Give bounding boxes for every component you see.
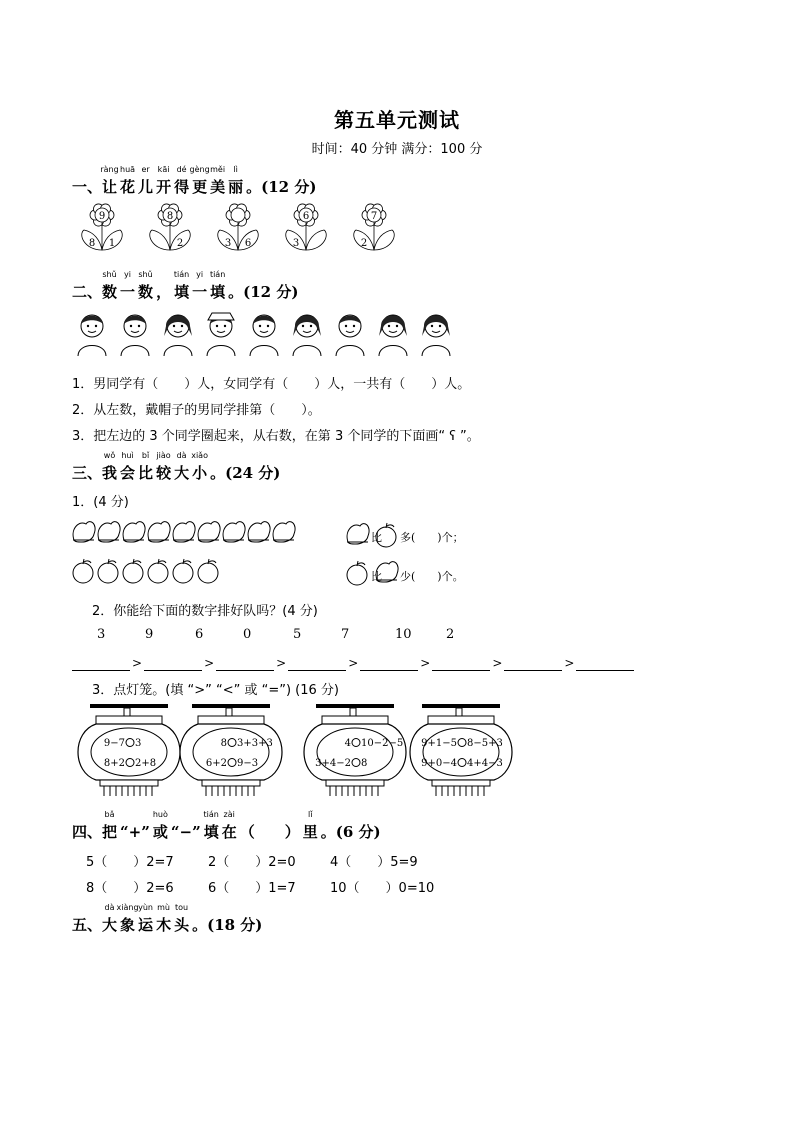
peach-outline	[223, 522, 245, 542]
apple-icon	[73, 559, 93, 583]
heading-char: 数 shǔ	[138, 270, 154, 301]
flower-left-number: 3	[292, 238, 300, 249]
heading-char: 开 kāi	[156, 165, 172, 196]
child-eye	[439, 325, 441, 327]
apple-icon	[123, 559, 143, 583]
peach-outline	[98, 522, 120, 542]
peach-icon	[198, 522, 220, 542]
child	[207, 313, 235, 356]
child-eye	[345, 325, 347, 327]
lantern-left-expr: 3+4−2	[315, 758, 351, 769]
pinyin: huā	[120, 165, 136, 174]
child	[164, 315, 192, 356]
flower-center	[231, 208, 245, 222]
section-5-heading: 五、大 dà 象 xiàng 运 yùn 木 mù 头 tou 。(18 分)	[72, 903, 263, 934]
apple-icon	[173, 559, 193, 583]
lantern-cap	[96, 716, 162, 724]
child-eye	[388, 325, 390, 327]
question-3-2: 2．你能给下面的数字排好队吗？(4 分)	[92, 604, 318, 619]
number-item: 3	[97, 627, 106, 642]
answer-blank[interactable]	[288, 658, 346, 671]
peach-outline	[273, 522, 295, 542]
apple-outline	[198, 563, 218, 583]
child	[336, 315, 364, 356]
greater-than-sign: >	[276, 656, 287, 670]
compare-less: 少( )个。	[400, 570, 464, 583]
child-body	[207, 346, 235, 357]
peach-outline	[148, 522, 170, 542]
equation-row-1	[86, 851, 418, 870]
heading-char: 我 wǒ	[102, 451, 118, 482]
peach-outline	[173, 522, 195, 542]
flower-left-number: 3	[224, 238, 232, 249]
apple-icon	[148, 559, 168, 583]
greater-than-sign: >	[492, 656, 503, 670]
question-3-1: 1．(4 分)	[72, 495, 129, 510]
number-item: 5	[293, 627, 302, 642]
lantern	[410, 704, 512, 796]
heading-char: 填 tián	[173, 270, 190, 301]
flower	[82, 204, 123, 250]
pinyin: zài	[223, 810, 235, 819]
pinyin: yi	[196, 270, 204, 279]
pinyin: ràng	[100, 165, 119, 174]
peach-icon	[223, 522, 245, 542]
compare-circle	[352, 739, 360, 747]
heading-char: 花 huā	[120, 165, 136, 196]
pinyin: lǐ	[308, 810, 313, 819]
pinyin: bǐ	[141, 451, 150, 460]
compare-circle	[352, 759, 360, 767]
child-eye	[310, 325, 312, 327]
heading-char: 里 lǐ	[302, 810, 318, 841]
heading-char: 更 gèng	[189, 165, 210, 196]
heading-char: 大 dà	[174, 451, 190, 482]
lantern-right-expr: 4+4−3	[467, 758, 503, 769]
child	[78, 315, 106, 356]
question-3-3: 3．点灯笼。(填 “>” “<” 或 “=”) (16 分)	[92, 683, 339, 698]
heading-char: 或 huò	[152, 810, 168, 841]
lanterns-figure	[72, 702, 542, 802]
peach-icon	[248, 522, 270, 542]
fruit-figure	[72, 516, 572, 590]
pinyin: wǒ	[103, 451, 116, 460]
apple-icon	[98, 559, 118, 583]
flower-right-number: 1	[108, 238, 116, 249]
heading-char: 运 yùn	[138, 903, 154, 934]
pinyin: gèng	[189, 165, 210, 174]
heading-char: 填 tián	[203, 810, 219, 841]
heading-char: 儿 er	[138, 165, 154, 196]
heading-char: “+”	[120, 823, 150, 841]
lantern-right-expr: 8−5+3	[467, 738, 503, 749]
peach-icon	[73, 522, 95, 542]
greater-than-sign: >	[204, 656, 215, 670]
pinyin: měi	[210, 165, 226, 174]
heading-char: 象 xiàng	[116, 903, 139, 934]
child-eye	[353, 325, 355, 327]
child-eye	[181, 325, 183, 327]
pinyin: kāi	[157, 165, 170, 174]
pinyin: tián	[203, 810, 219, 819]
lantern-base	[326, 780, 384, 786]
number-item: 6	[195, 627, 204, 642]
child-eye	[302, 325, 304, 327]
lantern-pole	[192, 704, 270, 708]
heading-char: 丽 lì	[228, 165, 244, 196]
compare-circle	[126, 739, 134, 747]
flowers-figure	[72, 204, 378, 256]
child-body	[422, 346, 450, 357]
child-body	[78, 346, 106, 357]
lantern-base	[202, 780, 260, 786]
equation: 2（ ）2=0	[208, 855, 296, 870]
question-2-2: 2．从左数，戴帽子的男同学排第（ ）。	[72, 403, 321, 418]
lantern-hook	[350, 708, 356, 716]
flower-top-number: 7	[370, 211, 378, 222]
lantern-hook	[456, 708, 462, 716]
ordering-blanks	[72, 652, 634, 671]
child-eye	[173, 325, 175, 327]
peach-icon	[173, 522, 195, 542]
flower-left-number: 2	[360, 238, 368, 249]
number-row	[0, 627, 794, 645]
flower	[150, 204, 191, 250]
heading-char: “−”	[170, 823, 201, 841]
lantern-left-expr: 9−7	[103, 738, 125, 749]
heading-char: 木 mù	[156, 903, 172, 934]
peach-outline	[198, 522, 220, 542]
pinyin: xiàng	[116, 903, 139, 912]
flower-top-number: 9	[98, 211, 106, 222]
section-2-heading: 二、数 shǔ 一 yi 数 shǔ ， 填 tián 一 yi 填 tián 。(12 分)	[72, 270, 299, 301]
lantern-right-expr: 2+8	[135, 758, 157, 769]
question-2-3: 3．把左边的 3 个同学圈起来，从右数，在第 3 个同学的下面画“ ʕ ”。	[72, 429, 480, 444]
leaf-left	[150, 230, 170, 250]
lantern-base	[100, 780, 158, 786]
peach-outline	[123, 522, 145, 542]
compare-circle	[458, 759, 466, 767]
heading-char: 一 yi	[120, 270, 136, 301]
equation-row-2	[86, 877, 434, 896]
child-body	[379, 346, 407, 357]
number-item: 0	[243, 627, 252, 642]
greater-than-sign: >	[132, 656, 143, 670]
equation: 10（ ）0=10	[330, 881, 435, 896]
heading-char: 会 huì	[120, 451, 136, 482]
pinyin: yi	[124, 270, 132, 279]
peach-icon	[123, 522, 145, 542]
page-title: 第五单元测试	[334, 108, 460, 132]
answer-blank[interactable]	[72, 658, 130, 671]
lantern-cap	[428, 716, 494, 724]
heading-char: 让 ràng	[100, 165, 119, 196]
peach-icon	[148, 522, 170, 542]
child-eye	[259, 325, 261, 327]
answer-blank[interactable]	[576, 658, 634, 671]
pinyin: lì	[233, 165, 238, 174]
flower	[218, 204, 259, 250]
child-body	[164, 346, 192, 357]
answer-blank[interactable]	[144, 658, 202, 671]
lantern-pole	[422, 704, 500, 708]
child-body	[250, 346, 278, 357]
leaf-right	[306, 230, 326, 250]
child	[379, 315, 407, 356]
leaf-right	[374, 230, 394, 250]
question-2-1: 1．男同学有（ ）人，女同学有（ ）人，一共有（ ）人。	[72, 377, 471, 392]
child-hat	[208, 313, 234, 320]
compare-circle	[228, 739, 236, 747]
lantern-cap	[198, 716, 264, 724]
child-body	[293, 346, 321, 357]
greater-than-sign: >	[348, 656, 359, 670]
heading-char: 美 měi	[210, 165, 226, 196]
pinyin: huì	[121, 451, 134, 460]
apple-outline	[173, 563, 193, 583]
lantern-left-expr: 4	[344, 738, 351, 749]
lantern-base	[432, 780, 490, 786]
answer-blank[interactable]	[504, 658, 562, 671]
heading-char: ，	[156, 283, 172, 301]
apple-icon	[198, 559, 218, 583]
pinyin: mù	[157, 903, 170, 912]
equation: 5（ ）2=7	[86, 855, 174, 870]
child	[422, 315, 450, 356]
pinyin: shǔ	[138, 270, 153, 279]
lantern-left-expr: 6+2	[205, 758, 227, 769]
lantern-right-expr: 10−2−5	[361, 738, 404, 749]
lantern-cap	[322, 716, 388, 724]
peach-icon	[347, 524, 369, 544]
heading-char: 填 tián	[209, 270, 226, 301]
lantern-hook	[124, 708, 130, 716]
pinyin: tián	[209, 270, 226, 279]
children-figure	[72, 310, 472, 360]
compare-more: 多( )个；	[400, 531, 464, 544]
flower	[354, 204, 395, 250]
apple-icon	[347, 561, 367, 585]
number-item: 7	[341, 627, 350, 642]
pinyin: dé	[176, 165, 187, 174]
heading-char: 较 jiào	[156, 451, 172, 482]
greater-than-sign: >	[420, 656, 431, 670]
lantern-pole	[316, 704, 394, 708]
compare-bi-2: 比	[371, 570, 382, 583]
lantern-pole	[90, 704, 168, 708]
lantern-right-expr: 8	[361, 758, 368, 769]
peach-icon	[98, 522, 120, 542]
equation: 8（ ）2=6	[86, 881, 174, 896]
child-body	[121, 346, 149, 357]
flower	[286, 204, 327, 250]
lantern-right-expr: 9−3	[237, 758, 259, 769]
equation: 4（ ）5=9	[330, 855, 418, 870]
flower-top-number: 6	[302, 211, 310, 222]
child-body	[336, 346, 364, 357]
lantern	[304, 704, 406, 796]
child-eye	[224, 325, 226, 327]
number-item: 2	[446, 627, 455, 642]
peach-outline	[347, 524, 369, 544]
lantern	[180, 704, 282, 796]
flower-top-number: 8	[166, 211, 174, 222]
heading-char: 小 xiǎo	[191, 451, 208, 482]
heading-char: 得 dé	[174, 165, 190, 196]
lantern-left-expr: 8	[220, 738, 227, 749]
peach-outline	[248, 522, 270, 542]
compare-circle	[458, 739, 466, 747]
heading-char: 大 dà	[102, 903, 118, 934]
peach-icon	[273, 522, 295, 542]
apple-outline	[123, 563, 143, 583]
answer-blank[interactable]	[360, 658, 418, 671]
child-eye	[138, 325, 140, 327]
number-item: 10	[395, 627, 412, 642]
greater-than-sign: >	[564, 656, 575, 670]
pinyin: xiǎo	[191, 451, 208, 460]
heading-char: 数 shǔ	[102, 270, 118, 301]
apple-outline	[148, 563, 168, 583]
pinyin: tou	[175, 903, 189, 912]
child-eye	[87, 325, 89, 327]
child-eye	[95, 325, 97, 327]
lantern-right-expr: 3	[135, 738, 142, 749]
pinyin: bǎ	[104, 810, 115, 819]
heading-char: 在 zài	[221, 810, 237, 841]
answer-blank[interactable]	[432, 658, 490, 671]
lantern-left-expr: 9+0−4	[421, 758, 457, 769]
heading-char: 把 bǎ	[102, 810, 118, 841]
lantern-left-expr: 9+1−5	[421, 738, 457, 749]
heading-char: （ ）	[239, 823, 300, 841]
child-eye	[267, 325, 269, 327]
section-1-heading: 一、让 ràng 花 huā 儿 er 开 kāi 得 dé 更 gèng 美 měi 丽 lì 。(12 分)	[72, 165, 317, 196]
lantern-hook	[226, 708, 232, 716]
flower-left-number: 8	[88, 238, 96, 249]
flower-right-number: 2	[176, 238, 184, 249]
flower-right-number: 6	[244, 238, 252, 249]
heading-char: 头 tou	[174, 903, 190, 934]
pinyin: shǔ	[102, 270, 117, 279]
compare-bi-1: 比	[371, 531, 382, 544]
child	[293, 315, 321, 356]
number-item: 9	[145, 627, 154, 642]
apple-outline	[347, 565, 367, 585]
pinyin: huò	[152, 810, 168, 819]
child	[121, 315, 149, 356]
pinyin: tián	[173, 270, 190, 279]
pinyin: dà	[176, 451, 187, 460]
child-eye	[431, 325, 433, 327]
heading-char: 一 yi	[192, 270, 208, 301]
child	[250, 315, 278, 356]
heading-char: 比 bǐ	[138, 451, 154, 482]
apple-outline	[98, 563, 118, 583]
child-eye	[396, 325, 398, 327]
compare-circle	[126, 759, 134, 767]
section-3-heading: 三、我 wǒ 会 huì 比 bǐ 较 jiào 大 dà 小 xiǎo 。(24 分)	[72, 451, 281, 482]
pinyin: dà	[104, 903, 115, 912]
apple-outline	[73, 563, 93, 583]
child-eye	[216, 325, 218, 327]
child-eye	[130, 325, 132, 327]
section-4-heading: 四、把 bǎ “+” 或 huò “−” 填 tián 在 zài （ ） 里 lǐ 。(6 分)	[72, 810, 381, 841]
lantern	[78, 704, 180, 796]
exam-info: 时间：40 分钟 满分：100 分	[311, 142, 483, 157]
answer-blank[interactable]	[216, 658, 274, 671]
pinyin: er	[141, 165, 150, 174]
lantern-left-expr: 8+2	[103, 758, 125, 769]
pinyin: jiào	[156, 451, 171, 460]
equation: 6（ ）1=7	[208, 881, 296, 896]
lantern-right-expr: 3+3+3	[237, 738, 273, 749]
peach-outline	[73, 522, 95, 542]
pinyin: yùn	[138, 903, 153, 912]
compare-circle	[228, 759, 236, 767]
